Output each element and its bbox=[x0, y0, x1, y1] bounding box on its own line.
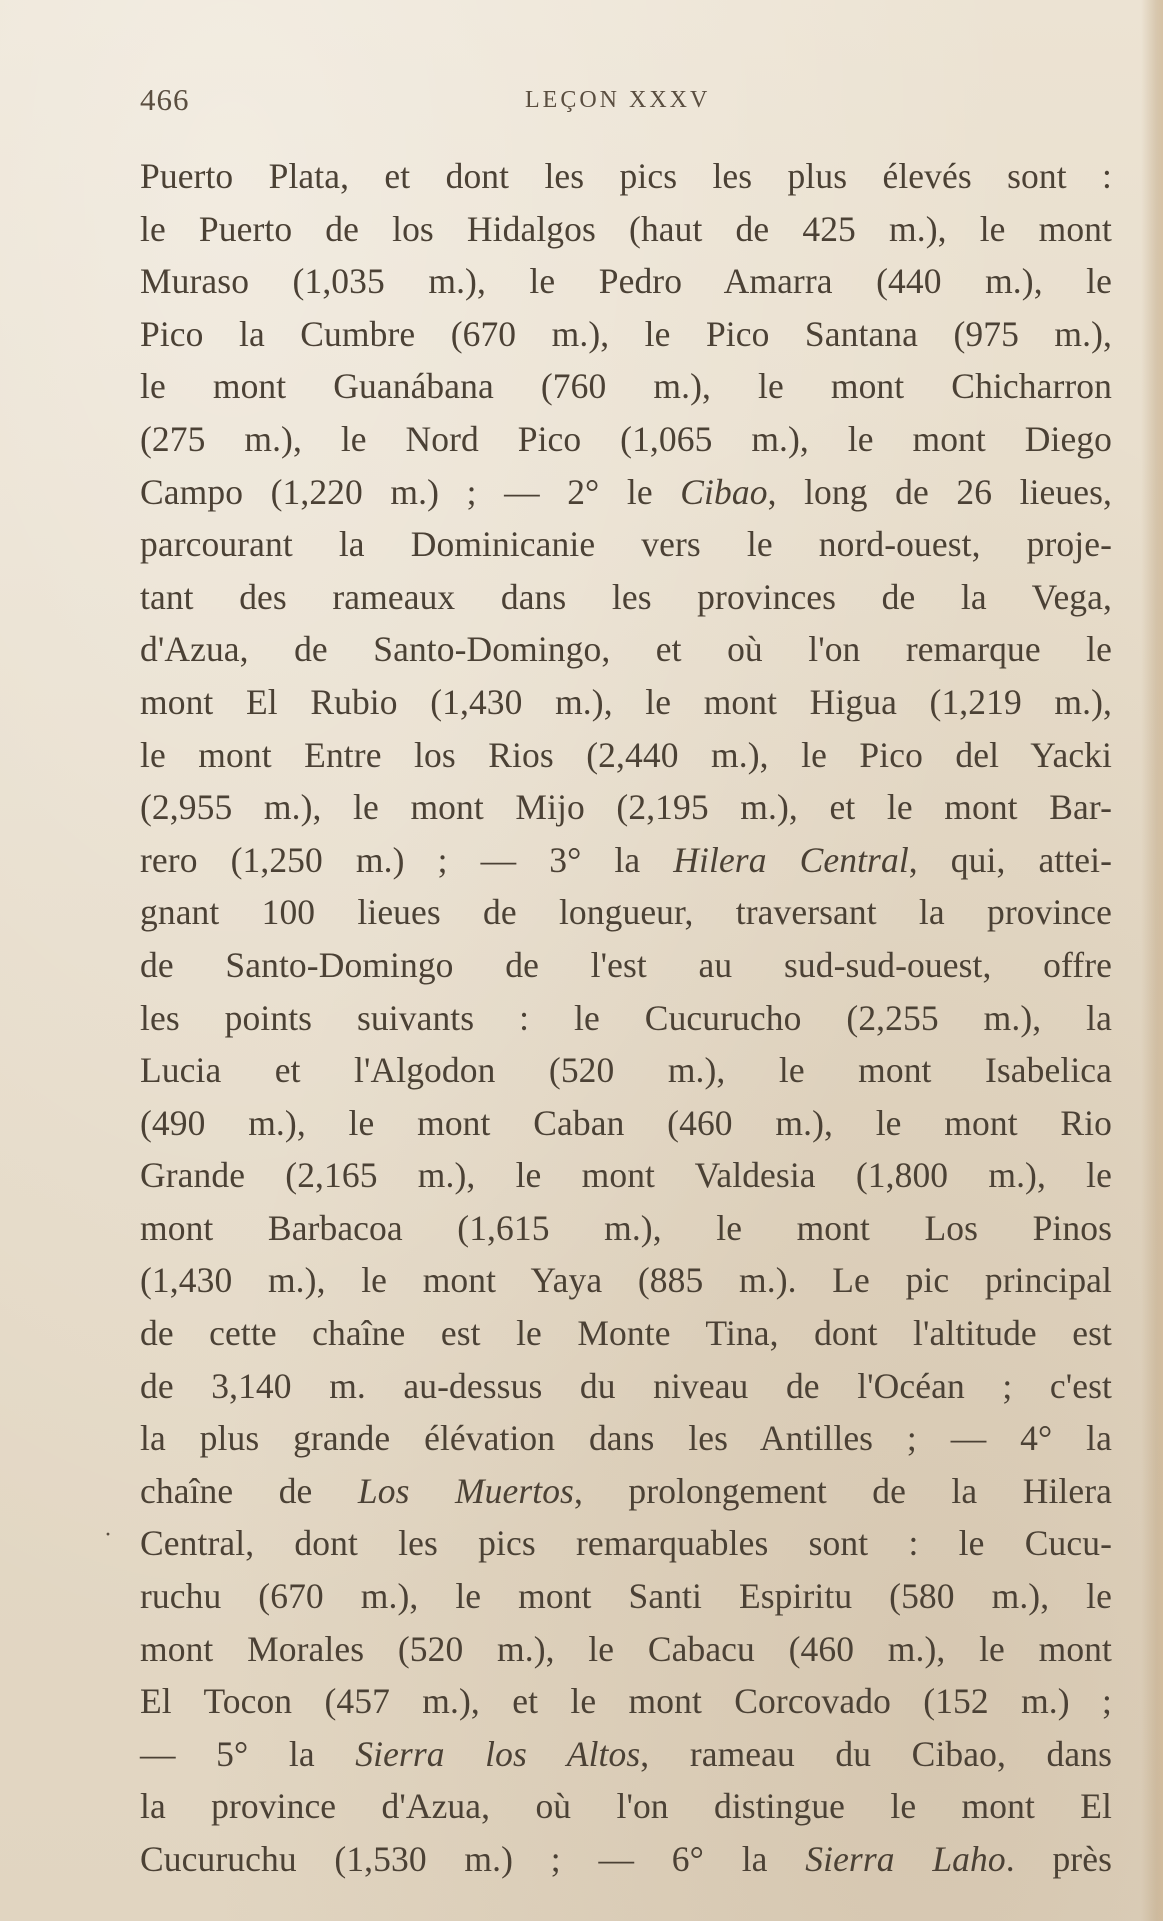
text-segment: Cucuruchu (1,530 m.) ; — 6° la bbox=[140, 1839, 806, 1879]
text-segment: de 3,140 m. au-dessus du niveau de l'Océan ; c'est bbox=[140, 1365, 1112, 1406]
text-line bbox=[140, 781, 1112, 834]
text-segment: parcourant la Dominicanie vers le nord-ouest, proje- bbox=[140, 524, 1112, 565]
text-line bbox=[140, 1360, 1112, 1413]
text-line bbox=[140, 308, 1112, 361]
text-segment: (1,430 m.), le mont Yaya (885 m.). Le pic principal bbox=[140, 1260, 1112, 1301]
text-line bbox=[140, 1570, 1112, 1623]
text-segment: mont Morales (520 m.), le Cabacu (460 m.), le mont bbox=[140, 1628, 1112, 1669]
text-line bbox=[140, 1517, 1112, 1570]
text-segment: chaîne de bbox=[140, 1470, 358, 1511]
text-line bbox=[140, 571, 1112, 624]
page-number: 466 bbox=[140, 82, 190, 117]
text-segment: Puerto Plata, et dont les pics les plus élevés sont : bbox=[140, 156, 1112, 196]
text-line bbox=[140, 203, 1112, 256]
text-segment: le mont Entre los Rios (2,440 m.), le Pico del Yacki bbox=[140, 734, 1112, 775]
body-text bbox=[140, 150, 1112, 1886]
text-line bbox=[140, 1307, 1112, 1360]
text-segment: . près bbox=[1005, 1839, 1112, 1879]
text-segment: de cette chaîne est le Monte Tina, dont l'altitude est bbox=[140, 1313, 1112, 1354]
text-line bbox=[140, 518, 1112, 571]
text-line bbox=[140, 1833, 1112, 1886]
text-line bbox=[140, 676, 1112, 729]
page-edge-shadow bbox=[1141, 0, 1163, 1921]
text-segment: (275 m.), le Nord Pico (1,065 m.), le mont Diego bbox=[140, 418, 1112, 459]
italic-text-segment: Cibao bbox=[680, 471, 768, 512]
text-segment: Grande (2,165 m.), le mont Valdesia (1,800 m.), le bbox=[140, 1155, 1112, 1196]
text-segment: gnant 100 lieues de longueur, traversant la province bbox=[140, 892, 1112, 933]
text-line bbox=[140, 360, 1112, 413]
text-segment: le mont Guanábana (760 m.), le mont Chicharron bbox=[140, 366, 1112, 407]
text-line bbox=[140, 150, 1112, 203]
text-segment: — 5° la bbox=[140, 1733, 356, 1774]
chapter-title: LEÇON XXXV bbox=[525, 87, 711, 113]
text-line bbox=[140, 466, 1112, 519]
text-segment: mont El Rubio (1,430 m.), le mont Higua (1,219 m.), bbox=[140, 681, 1112, 722]
text-line bbox=[140, 623, 1112, 676]
text-segment: Campo (1,220 m.) ; — 2° le bbox=[140, 471, 681, 512]
text-segment: , qui, attei- bbox=[908, 839, 1113, 880]
text-segment: de Santo-Domingo de l'est au sud-sud-ouest, offre bbox=[140, 944, 1112, 985]
running-head bbox=[140, 82, 1010, 132]
text-line bbox=[140, 1623, 1112, 1676]
text-segment: (490 m.), le mont Caban (460 m.), le mont Rio bbox=[140, 1102, 1112, 1143]
text-segment: Muraso (1,035 m.), le Pedro Amarra (440 m.), le bbox=[140, 261, 1112, 302]
text-line bbox=[140, 886, 1112, 939]
italic-text-segment: Sierra los Altos bbox=[355, 1733, 641, 1774]
text-segment: (2,955 m.), le mont Mijo (2,195 m.), et le mont Bar- bbox=[140, 787, 1112, 828]
text-line bbox=[140, 834, 1112, 887]
text-segment: El Tocon (457 m.), et le mont Corcovado (152 m.) ; bbox=[140, 1681, 1112, 1722]
text-segment: les points suivants : le Cucurucho (2,255 m.), la bbox=[140, 997, 1112, 1038]
italic-text-segment: Sierra Laho bbox=[805, 1839, 1006, 1879]
margin-mark: · bbox=[104, 1522, 112, 1548]
text-segment: le Puerto de los Hidalgos (haut de 425 m.), le mont bbox=[140, 208, 1112, 249]
text-line bbox=[140, 413, 1112, 466]
text-segment: d'Azua, de Santo-Domingo, et où l'on remarque le bbox=[140, 629, 1112, 670]
text-line bbox=[140, 1675, 1112, 1728]
text-line bbox=[140, 1465, 1112, 1518]
italic-text-segment: Hilera Central bbox=[673, 839, 909, 880]
text-line bbox=[140, 1044, 1112, 1097]
text-segment: Lucia et l'Algodon (520 m.), le mont Isabelica bbox=[140, 1050, 1112, 1091]
text-line bbox=[140, 992, 1112, 1045]
text-segment: rero (1,250 m.) ; — 3° la bbox=[140, 839, 674, 880]
text-segment: , long de 26 lieues, bbox=[767, 471, 1112, 512]
text-segment: ruchu (670 m.), le mont Santi Espiritu (580 m.), le bbox=[140, 1576, 1112, 1617]
text-segment: Pico la Cumbre (670 m.), le Pico Santana (975 m.), bbox=[140, 313, 1112, 354]
text-segment: la plus grande élévation dans les Antilles ; — 4° la bbox=[140, 1418, 1112, 1459]
text-line bbox=[140, 1202, 1112, 1255]
text-segment: tant des rameaux dans les provinces de la Vega, bbox=[140, 576, 1112, 617]
text-line bbox=[140, 1254, 1112, 1307]
text-line bbox=[140, 1412, 1112, 1465]
text-segment: mont Barbacoa (1,615 m.), le mont Los Pinos bbox=[140, 1207, 1112, 1248]
text-line bbox=[140, 1097, 1112, 1150]
text-segment: la province d'Azua, où l'on distingue le mont El bbox=[140, 1786, 1112, 1827]
text-line bbox=[140, 1728, 1112, 1781]
text-line bbox=[140, 729, 1112, 782]
text-line bbox=[140, 1780, 1112, 1833]
italic-text-segment: Los Muertos bbox=[357, 1470, 574, 1511]
text-line bbox=[140, 1149, 1112, 1202]
text-line bbox=[140, 939, 1112, 992]
text-segment: Central, dont les pics remarquables sont : le Cucu- bbox=[140, 1523, 1112, 1564]
text-line bbox=[140, 255, 1112, 308]
text-segment: , prolongement de la Hilera bbox=[573, 1470, 1113, 1511]
text-segment: , rameau du Cibao, dans bbox=[640, 1733, 1112, 1774]
